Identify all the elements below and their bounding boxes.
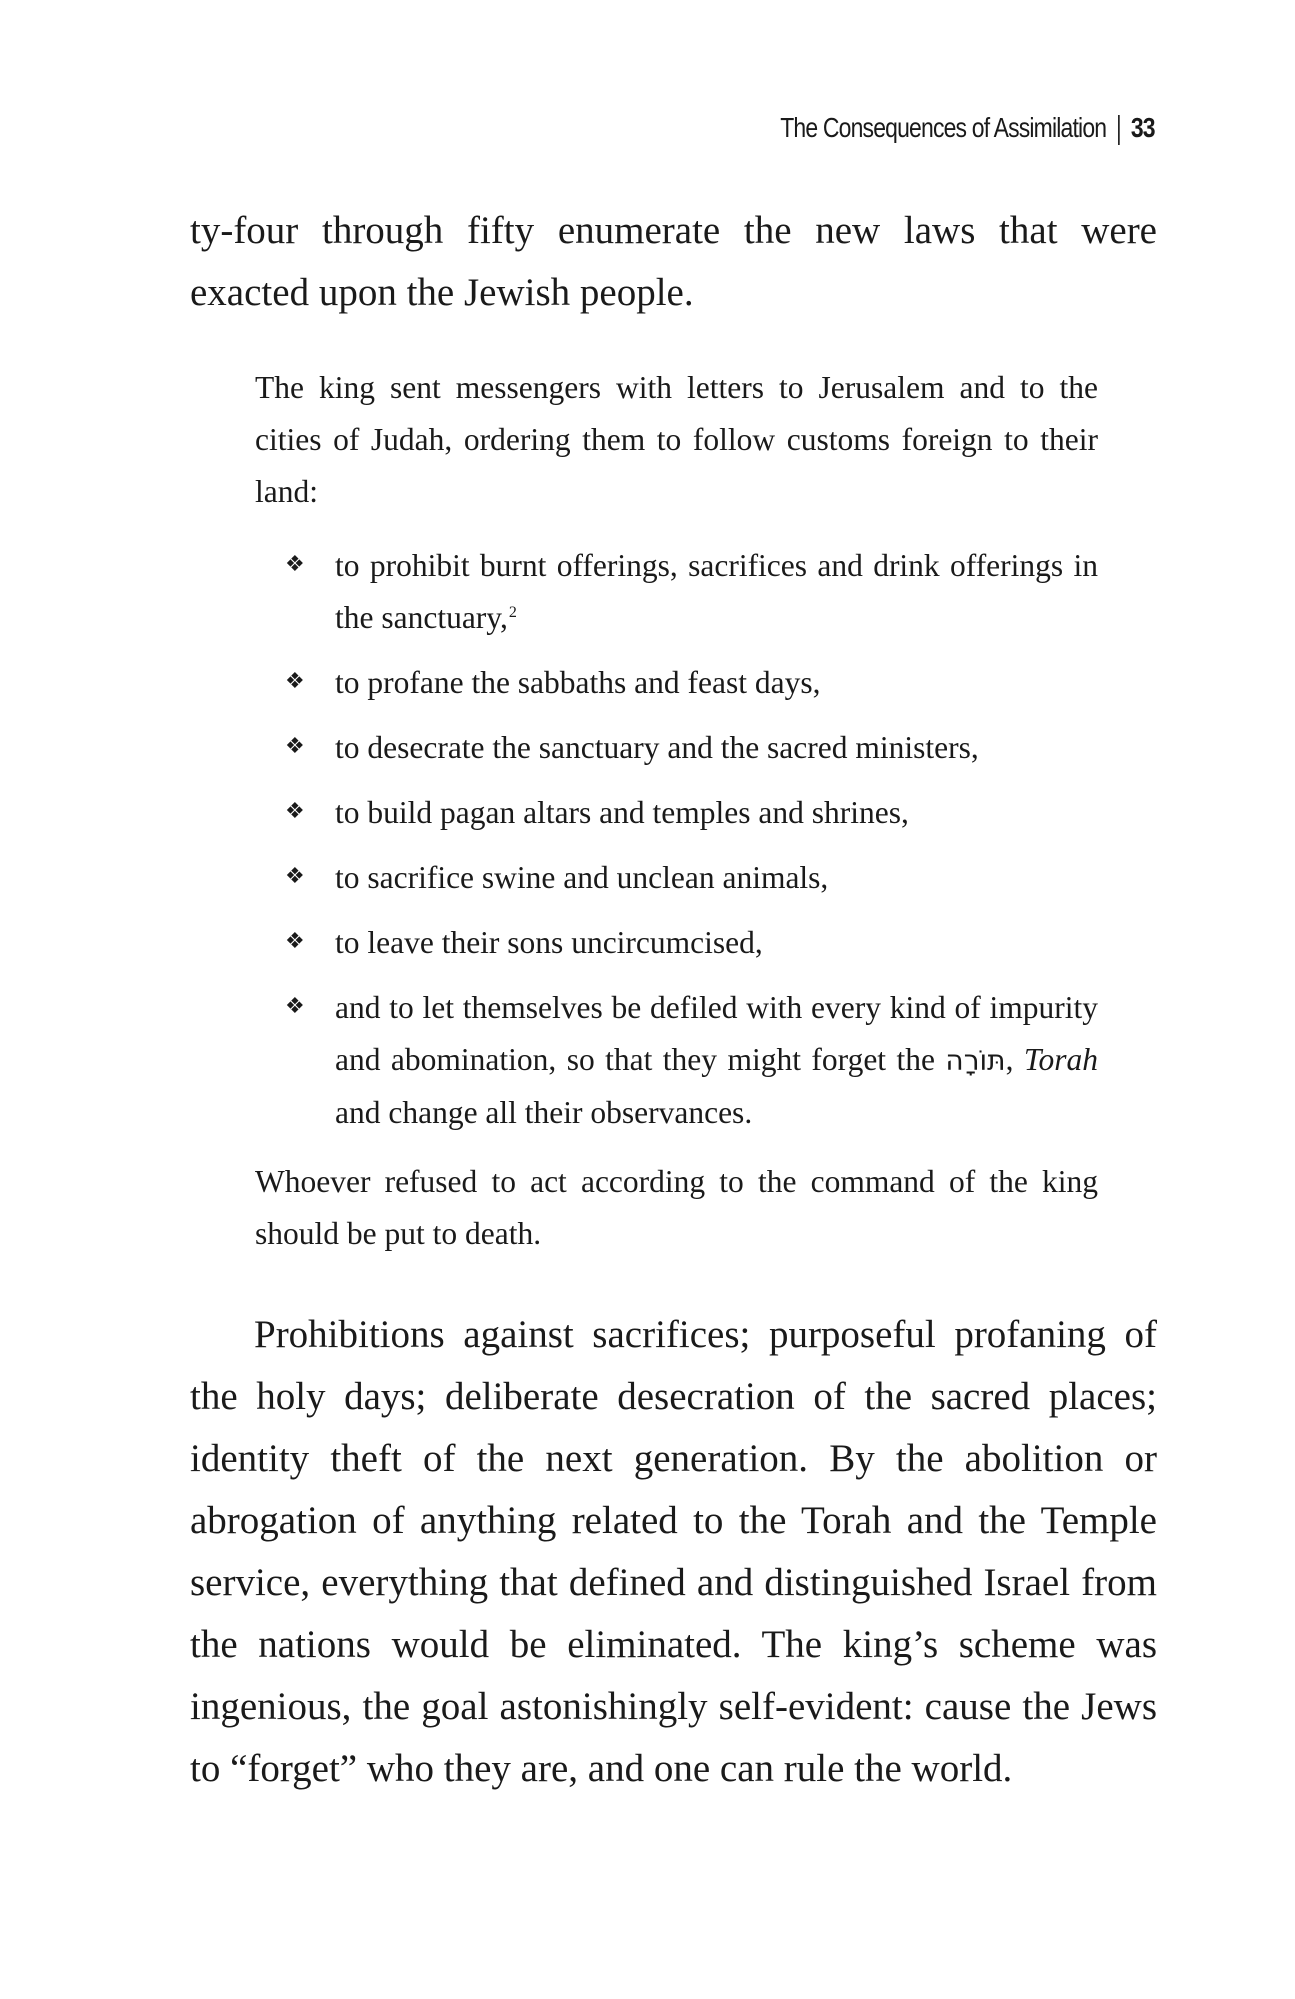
hebrew-word: תּוֹרָה	[945, 1044, 1006, 1077]
closing-paragraph: Prohibitions against sacrifices; purposeful profaning of the holy days; deliberate desecration of the sacred places; identity theft of the next generation. By the abolition or abrogation of anything related to the Torah and the Temple service, everything that defined and distinguished Israel from the nations would be eliminated. The king’s scheme was ingenious, the goal astonishingly self-evident: cause the Jews to “forget” who they are, and one can rule the world.	[190, 1313, 1157, 1790]
diamond-bullet-icon: ❖	[285, 929, 305, 954]
list-item	[255, 540, 1098, 644]
list-item	[255, 982, 1098, 1139]
list-item	[255, 852, 1098, 904]
comma: ,	[1005, 1042, 1014, 1077]
list-item-text: to prohibit burnt offerings, sacrifices and drink offerings in the sanctuary,	[335, 548, 1098, 635]
running-header	[780, 108, 1155, 148]
list-item-text: to sacrifice swine and unclean animals,	[335, 860, 829, 895]
diamond-bullet-icon: ❖	[285, 669, 305, 694]
list-item-text: to leave their sons uncircumcised,	[335, 925, 763, 960]
list-item-text: to profane the sabbaths and feast days,	[335, 665, 821, 700]
italic-term: Torah	[1023, 1042, 1099, 1077]
list-item-text: and to let themselves be defiled with every kind of impurity and abomination, so that they might forget the	[335, 990, 1098, 1077]
quote-intro	[255, 362, 1098, 518]
diamond-bullet-icon: ❖	[285, 799, 305, 824]
diamond-bullet-icon: ❖	[285, 864, 305, 889]
list-item-text-end: and change all their observances.	[335, 1095, 753, 1130]
diamond-bullet-icon: ❖	[285, 552, 305, 577]
quote-outro	[255, 1156, 1098, 1260]
diamond-bullet-icon: ❖	[285, 994, 305, 1019]
list-item	[255, 722, 1098, 774]
list-item	[255, 657, 1098, 709]
header-divider	[1118, 115, 1120, 145]
quote-intro-text: The king sent messengers with letters to Jerusalem and to the cities of Judah, ordering them to follow customs foreign to their land:	[255, 370, 1098, 509]
list-item	[255, 787, 1098, 839]
decree-list	[255, 540, 1098, 1152]
diamond-bullet-icon: ❖	[285, 734, 305, 759]
list-item-text: to desecrate the sanctuary and the sacred ministers,	[335, 730, 979, 765]
list-item	[255, 917, 1098, 969]
chapter-title: The Consequences of Assimilation	[780, 112, 1107, 143]
page-number: 33	[1131, 112, 1155, 143]
opening-paragraph: ty-four through fifty enumerate the new laws that were exacted upon the Jewish people.	[190, 209, 1157, 314]
footnote-marker: 2	[508, 603, 517, 621]
list-item-text: to build pagan altars and temples and shrines,	[335, 795, 909, 830]
quote-outro-text: Whoever refused to act according to the command of the king should be put to death.	[255, 1164, 1098, 1251]
